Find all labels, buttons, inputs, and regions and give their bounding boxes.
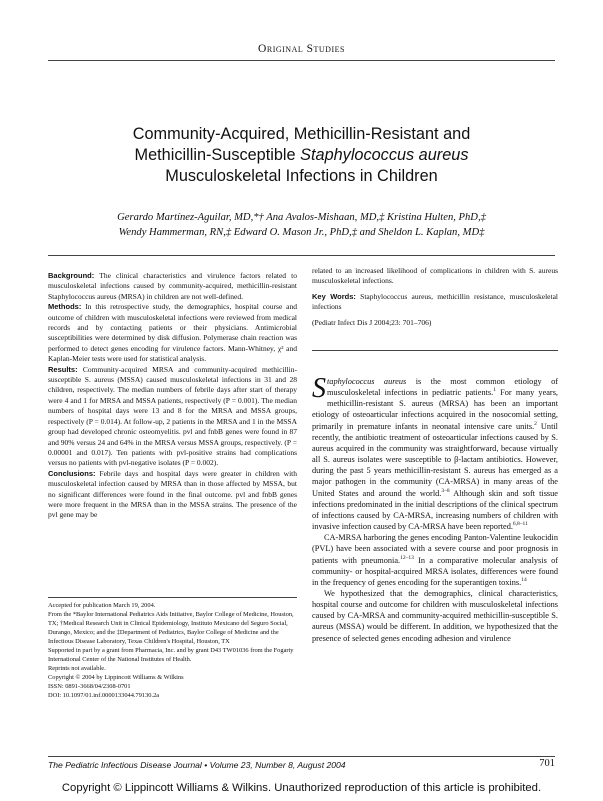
title-line-2 — [40, 145, 563, 166]
p1-italic: taphylococcus aureus — [327, 377, 407, 386]
footnote-rule — [48, 597, 297, 598]
footnote-accepted: Accepted for publication March 19, 2004. — [48, 602, 156, 609]
copyright-notice: Copyright © Lippincott Williams & Wilkins. Unauthorized reproduction of this article is prohibited. — [61, 782, 542, 794]
footnote-reprints: Reprints not available. — [48, 665, 106, 672]
journal-footer: The Pediatric Infectious Disease Journal • Volume 23, Number 8, August 2004 — [48, 760, 346, 770]
authors-rule — [48, 255, 555, 256]
body-paragraph-2 — [312, 532, 558, 588]
title-line-1: Community-Acquired, Methicillin-Resistant and — [132, 125, 471, 143]
article-title — [40, 124, 563, 187]
p2-text-a: CA-MRSA harboring the genes encoding Panton-Valentine leukocidin (PVL) have been associated with a severe course and poor prognosis in patients with pneumonia. — [312, 533, 558, 565]
header-rule — [48, 60, 555, 61]
ref-4: 6,8–11 — [512, 521, 528, 528]
author-list — [40, 210, 563, 240]
abstract-results — [48, 365, 297, 469]
abstract-background — [48, 271, 297, 302]
p1-text-d: Until recently, the antibiotic treatment of osteoarticular infections caused by S. aureus acquired in the community was straightforward, because virtually all S. aureus isolates were susceptible to β-lactam antibiotics. However, during the past 5 years methicillin-resistant S. aureus has emerged as a major pathogen in the community (CA-MRSA) in many areas of the United States and around the world. — [312, 421, 558, 498]
section-label: Original Studies — [258, 43, 345, 55]
title-line-2b: Staphylococcus aureus — [300, 146, 469, 164]
abstract-methods — [48, 302, 297, 364]
body-paragraph-3: We hypothesized that the demographics, clinical characteristics, hospital course and outcome for children with musculoskeletal infections caused by CA-MRSA and community-acquired methicillin-susceptible S. aureus (MSSA) would be different. In addition, we hypothesized that the presence of selected genes encoding adhesion and virulence — [312, 588, 558, 643]
drop-cap: S — [312, 373, 326, 404]
footnote-issn: ISSN: 0891-3668/04/2308-0701 — [48, 683, 131, 690]
footnote-supported: Supported in part by a grant from Pharmacia, Inc. and by grant D43 TW01036 from the Fogarty International Center of the National Institutes of Health. — [48, 647, 294, 663]
results-text: Community-acquired MRSA and community-acquired methicillin-susceptible S. aureus (MSSA) caused musculoskeletal infections in 31 and 28 children, respectively. The median numbers of febrile days after start of therapy were 4 and 1 for MRSA and MSSA patients, respectively (P = 0.001). The median numbers of hospital days were 13 and 8 for the MRSA and MSSA groups, respectively (P = 0.014). At follow-up, 2 patients in the MRSA and 1 in the MSSA group had developed chronic osteomyelitis. pvl and fnbB genes were found in 87 and 90% versus 24 and 64% in the MRSA versus MSSA groups, respectively. (P = 0.00001 and 0.017). Ten patients with pvl-positive strains had complications versus no patients with pvl-negative isolates (P = 0.002). — [48, 364, 297, 468]
abstract-right — [312, 266, 558, 328]
background-label: Background: — [48, 271, 95, 280]
keywords — [312, 292, 558, 313]
authors-line-2: Wendy Hammerman, RN,‡ Edward O. Mason Jr., PhD,‡ and Sheldon L. Kaplan, MD‡ — [118, 227, 485, 238]
footnote-copyright: Copyright © 2004 by Lippincott Williams & Wilkins — [48, 674, 184, 681]
page-number: 701 — [539, 758, 555, 769]
body-paragraph-1 — [312, 373, 559, 532]
abstract-left — [48, 271, 297, 521]
keywords-text: Staphylococcus aureus, methicillin resistance, musculoskeletal infections — [312, 291, 558, 312]
citation: (Pediatr Infect Dis J 2004;23: 701–706) — [312, 317, 432, 327]
authors-line-1: Gerardo Martínez-Aguilar, MD,*† Ana Avalos-Mishaan, MD,‡ Kristina Hulten, PhD,‡ — [117, 212, 486, 223]
abstract-end-rule — [312, 350, 558, 351]
results-label: Results: — [48, 364, 78, 374]
footer-rule — [48, 756, 555, 757]
abstract-conclusions — [48, 469, 297, 521]
ref-6: 14 — [521, 577, 527, 584]
footnote-doi: DOI: 10.1097/01.inf.0000133044.79130.2a — [48, 692, 160, 699]
p1-text-e: Although skin and soft tissue infections predominated in the initial descriptions of the clinical spectrum of infections caused by CA-MRSA, increasing numbers of children with invasive infection caused by CA-MRSA have been reported. — [312, 488, 558, 532]
body-text — [312, 373, 559, 644]
methods-text: In this retrospective study, the demographics, hospital course and outcome of children with musculoskeletal infections were reviewed from medical records and by contacting patients or their physicians. Antimicrobial susceptibilities were determined by disk diffusion. Polymerase chain reaction was performed to detect genes encoding for virulence factors. Mann-Whitney, χ² and Kaplan-Meier tests were used for statistical analysis. — [48, 302, 297, 364]
title-line-3: Musculoskeletal Infections in Children — [165, 167, 438, 185]
footnote-from: From the *Baylor International Pediatrics Aids Initiative, Baylor College of Medicine, Houston, TX; †Medical Research Unit in Clinical Epidemiology, Instituto Mexicano del Seguro Social, Durango, Mexico; and the ‡Department of Pediatrics, Baylor College of Medicine and the Infectious Disease Laboratory, Texas Children's Hospital, Houston, TX — [48, 611, 294, 645]
p1-text-b: is the most common etiology of musculoskeletal infections in pediatric patients. — [327, 377, 559, 398]
abstract-continued: related to an increased likelihood of complications in children with S. aureus musculoskeletal infections. — [312, 266, 558, 286]
ref-5: 12–13 — [400, 554, 414, 561]
conclusions-label: Conclusions: — [48, 468, 96, 478]
ref-3: 3–8 — [441, 487, 450, 494]
conclusions-text: Febrile days and hospital days were greater in children with musculoskeletal infection caused by MRSA than in those affected by MSSA, but no significant differences were found in the final outcome. pvl and fnbB genes were more frequent in the MRSA than in the MSSA strains. The presence of the pvl gene may be — [48, 468, 297, 520]
ref-1: 1 — [493, 387, 496, 394]
background-text: The clinical characteristics and virulence factors related to musculoskeletal infections caused by community-acquired, methicillin-resistant Staphylococcus aureus (MRSA) in children are not well-defined. — [48, 271, 297, 301]
p2-text-b: In a comparative molecular analysis of community- or hospital-acquired MRSA isolates, differences were found in the frequency of genes encoding for the superantigen toxins. — [312, 555, 558, 587]
title-line-2a: Methicillin-Susceptible — [134, 146, 301, 164]
methods-label: Methods: — [48, 302, 82, 312]
ref-2: 2 — [534, 420, 537, 427]
footnotes — [48, 601, 297, 700]
keywords-label: Key Words: — [312, 291, 356, 301]
p1-text-c: For many years, methicillin-resistant S. aureus (MRSA) has been an important etiology of osteoarticular infections acquired in the nosocomial setting, primarily in premature infants in neonatal intensive care units. — [312, 388, 558, 431]
